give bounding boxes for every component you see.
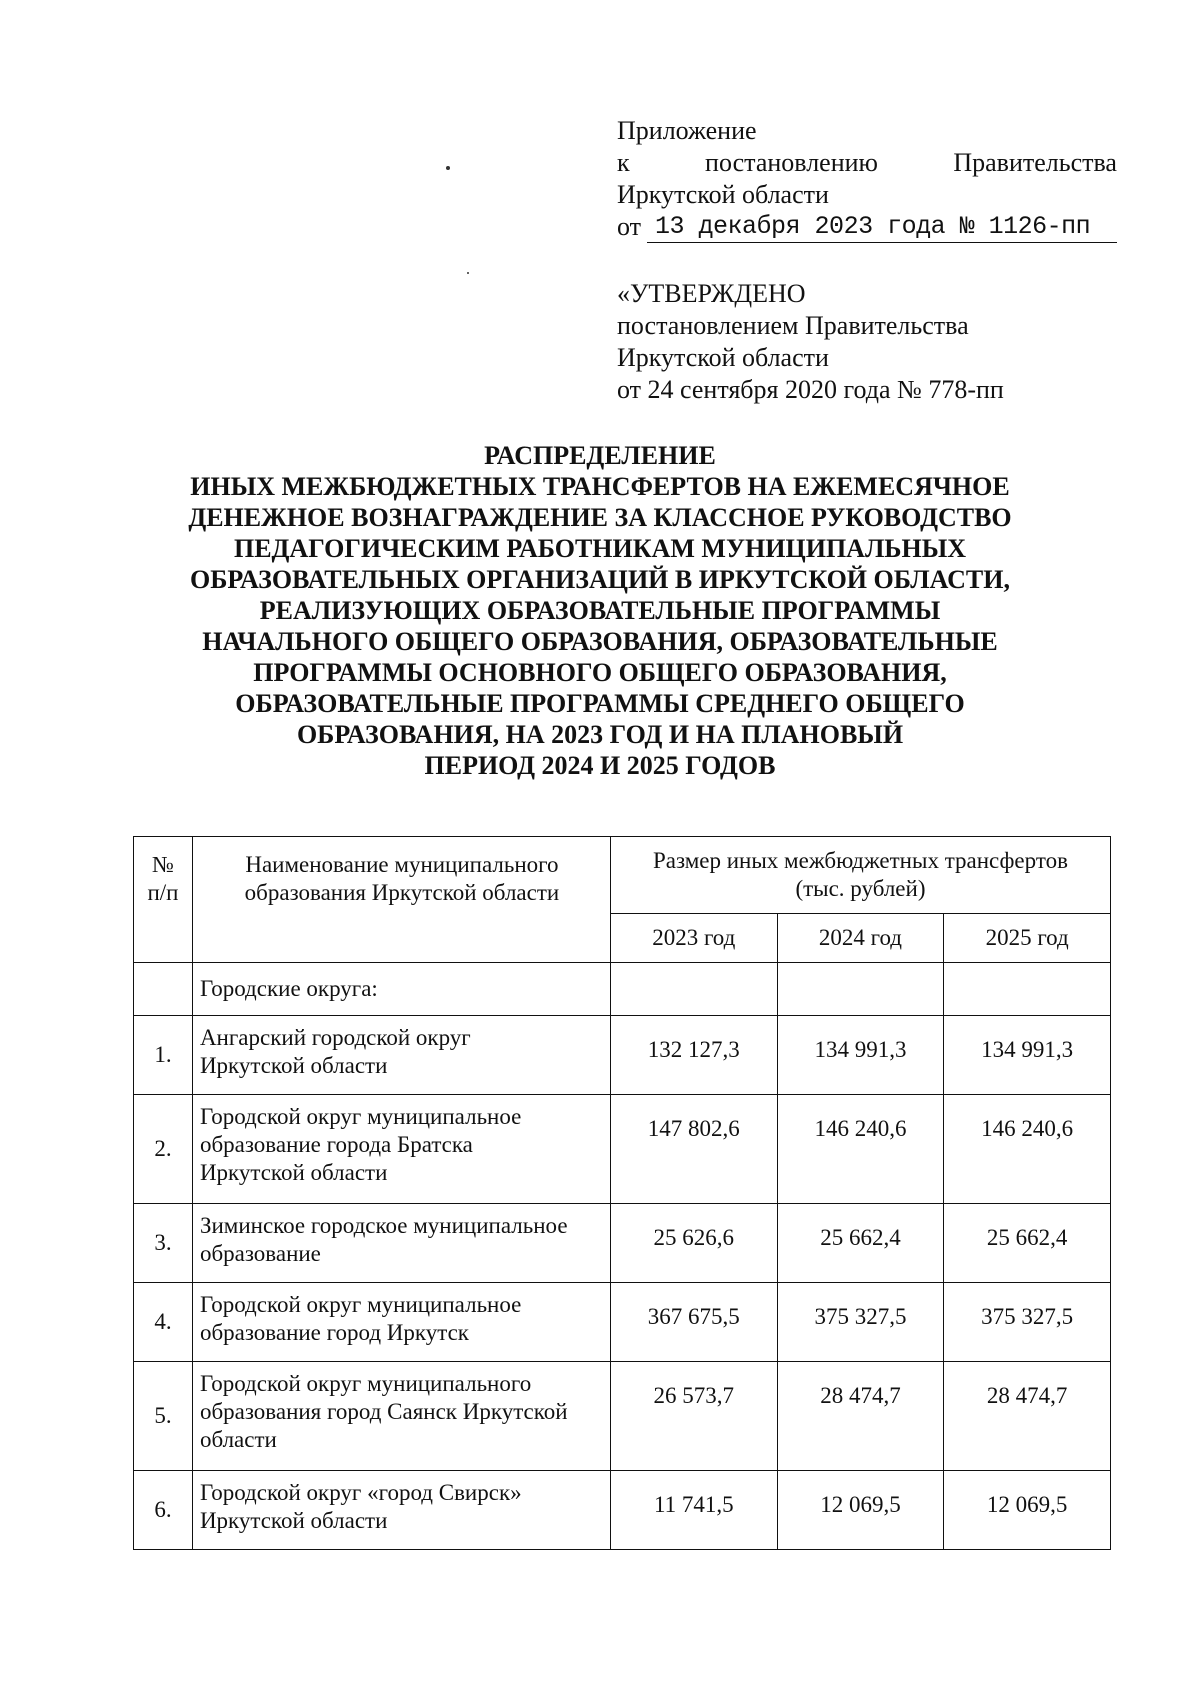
approved-date: от 24 сентября 2020 года № 778-пп [617, 375, 1004, 404]
row-name: Городской округ муниципальное образование города Братска Иркутской области [192, 1095, 610, 1204]
appendix-word: к [617, 148, 630, 177]
row-name: Зиминское городское муниципальное образование [192, 1204, 610, 1283]
appendix-block [617, 115, 1117, 243]
table-row [134, 1204, 1111, 1283]
header-number: № п/п [134, 837, 193, 963]
title-line: РЕАЛИЗУЮЩИХ ОБРАЗОВАТЕЛЬНЫЕ ПРОГРАММЫ [259, 596, 941, 625]
row-value-2023: 132 127,3 [610, 1016, 777, 1095]
row-number: 6. [134, 1471, 193, 1550]
appendix-word: Правительства [953, 148, 1117, 177]
row-number: 3. [134, 1204, 193, 1283]
header-transfer-amount: Размер иных межбюджетных трансфертов (тыс. рублей) [610, 837, 1110, 914]
row-value-2025: 28 474,7 [944, 1362, 1111, 1471]
row-number: 4. [134, 1283, 193, 1362]
row-number: 1. [134, 1016, 193, 1095]
header-year-2025: 2025 год [944, 914, 1111, 963]
appendix-date-prefix: от [617, 212, 642, 241]
row-value-2023: 147 802,6 [610, 1095, 777, 1204]
scan-speck [446, 166, 450, 170]
appendix-label: Приложение [617, 116, 757, 145]
table-row [134, 1283, 1111, 1362]
row-value-2025: 25 662,4 [944, 1204, 1111, 1283]
title-line: ПРОГРАММЫ ОСНОВНОГО ОБЩЕГО ОБРАЗОВАНИЯ, [253, 658, 947, 687]
row-value-2023: 25 626,6 [610, 1204, 777, 1283]
title-line: ПЕДАГОГИЧЕСКИМ РАБОТНИКАМ МУНИЦИПАЛЬНЫХ [233, 534, 967, 563]
table-header-row [134, 837, 1111, 914]
table-row [134, 1471, 1111, 1550]
row-value-2024: 375 327,5 [777, 1283, 944, 1362]
title-line: ОБРАЗОВАТЕЛЬНЫХ ОРГАНИЗАЦИЙ В ИРКУТСКОЙ ОБЛАСТИ, [190, 565, 1010, 594]
appendix-resolution-line [617, 147, 1117, 179]
row-value-2025: 375 327,5 [944, 1283, 1111, 1362]
title-line: РАСПРЕДЕЛЕНИЕ [484, 441, 716, 470]
document-title [150, 440, 1050, 781]
title-line: ДЕНЕЖНОЕ ВОЗНАГРАЖДЕНИЕ ЗА КЛАССНОЕ РУКОВОДСТВО [188, 503, 1012, 532]
row-value-2025: 134 991,3 [944, 1016, 1111, 1095]
row-value-2024: 12 069,5 [777, 1471, 944, 1550]
row-name: Ангарский городской округ Иркутской области [192, 1016, 610, 1095]
header-municipality: Наименование муниципального образования Иркутской области [192, 837, 610, 963]
row-name: Городской округ муниципального образования город Саянск Иркутской области [192, 1362, 610, 1471]
row-value-2024: 28 474,7 [777, 1362, 944, 1471]
table-row [134, 1095, 1111, 1204]
appendix-region: Иркутской области [617, 180, 829, 209]
table-row [134, 1016, 1111, 1095]
row-value-2024: 134 991,3 [777, 1016, 944, 1095]
title-line: ПЕРИОД 2024 И 2025 ГОДОВ [424, 751, 776, 780]
approved-resolution: постановлением Правительства [617, 311, 969, 340]
appendix-date-value: 13 декабря 2023 года № 1126-пп [647, 212, 1117, 243]
title-line: ОБРАЗОВАНИЯ, НА 2023 ГОД И НА ПЛАНОВЫЙ [296, 720, 904, 749]
title-line: ОБРАЗОВАТЕЛЬНЫЕ ПРОГРАММЫ СРЕДНЕГО ОБЩЕГО [235, 689, 965, 718]
row-value-2025: 146 240,6 [944, 1095, 1111, 1204]
row-value-2023: 367 675,5 [610, 1283, 777, 1362]
table-section-row [134, 963, 1111, 1016]
row-number: 5. [134, 1362, 193, 1471]
section-label: Городские округа: [192, 963, 610, 1016]
row-name: Городской округ «город Свирск» Иркутской области [192, 1471, 610, 1550]
row-number: 2. [134, 1095, 193, 1204]
appendix-word: постановлению [705, 148, 878, 177]
header-year-2024: 2024 год [777, 914, 944, 963]
row-name: Городской округ муниципальное образование город Иркутск [192, 1283, 610, 1362]
transfers-table [133, 836, 1111, 1550]
approved-block [617, 278, 1117, 406]
row-value-2024: 25 662,4 [777, 1204, 944, 1283]
approved-label: «УТВЕРЖДЕНО [617, 279, 806, 308]
row-value-2025: 12 069,5 [944, 1471, 1111, 1550]
row-value-2023: 11 741,5 [610, 1471, 777, 1550]
header-year-2023: 2023 год [610, 914, 777, 963]
row-value-2023: 26 573,7 [610, 1362, 777, 1471]
title-line: ИНЫХ МЕЖБЮДЖЕТНЫХ ТРАНСФЕРТОВ НА ЕЖЕМЕСЯЧНОЕ [190, 472, 1010, 501]
row-value-2024: 146 240,6 [777, 1095, 944, 1204]
title-line: НАЧАЛЬНОГО ОБЩЕГО ОБРАЗОВАНИЯ, ОБРАЗОВАТЕЛЬНЫЕ [202, 627, 998, 656]
table-row [134, 1362, 1111, 1471]
appendix-date-line [617, 211, 1117, 243]
approved-region: Иркутской области [617, 343, 829, 372]
scan-speck [467, 272, 469, 274]
